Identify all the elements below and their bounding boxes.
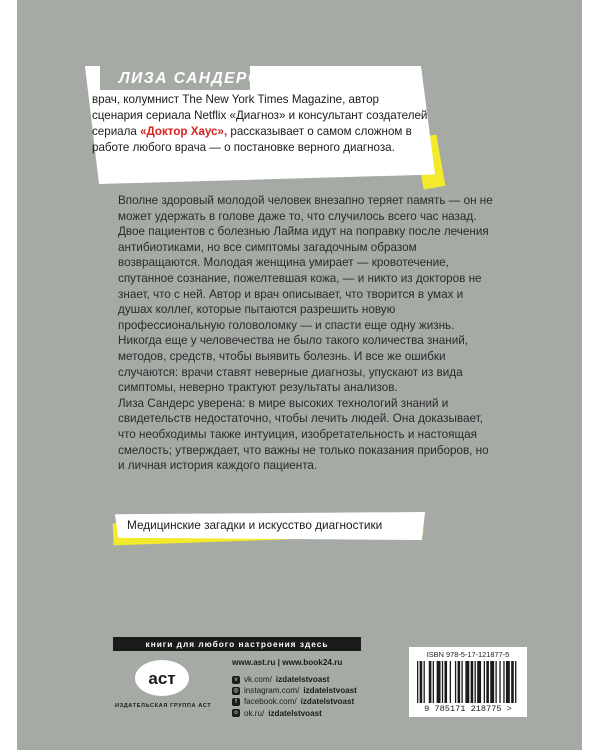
social-prefix: instagram.com/ bbox=[244, 686, 300, 696]
social-handle: izdatelstvoast bbox=[303, 686, 357, 696]
tagline: Медицинские загадки и искусство диагностики bbox=[127, 518, 383, 532]
author-bio bbox=[92, 92, 432, 156]
author-bio-highlight: «Доктор Хаус», bbox=[140, 125, 228, 138]
slogan-bar: книги для любого настроения здесь bbox=[113, 637, 361, 651]
social-prefix: facebook.com/ bbox=[244, 697, 297, 707]
author-name: ЛИЗА САНДЕРС, bbox=[119, 70, 267, 87]
instagram-icon: ◎ bbox=[233, 687, 239, 694]
annotation-paragraph-3: Лиза Сандерс уверена: в мире высоких технологий знаний и свидетельств недостаточно, чтобы лечить людей. Она доказывает, что необходимы также интуиция, изобретательность и настоящая смелость; утверждает, что важны не только показания приборов, но и личная история каждого пациента. bbox=[118, 396, 489, 473]
logo-text: аст bbox=[148, 669, 176, 688]
social-handle: izdatelstvoast bbox=[268, 708, 322, 718]
facebook-icon: f bbox=[232, 698, 240, 706]
social-row-vk[interactable] bbox=[232, 674, 357, 685]
isbn-box bbox=[409, 647, 527, 717]
annotation-paragraph-1: Вполне здоровый молодой человек внезапно теряет память — он не может удержать в голове даже то, что случилось всего час назад. Двое пациентов с болезнью Лайма идут на поправку после лечения антибиотиками, но все симптомы загадочным образом возвращаются. Молодая женщина умирает — кровотечение, спутанное сознание, пожелтевшая кожа, — и никто из докторов не знает, что с ней. Автор и врач описывает, что творится в умах и душах коллег, которые пытаются разрешить новую профессиональную головоломку — и спасти еще одну жизнь. bbox=[118, 194, 493, 332]
social-handle: izdatelstvoast bbox=[300, 697, 355, 707]
social-prefix: ok.ru/ bbox=[244, 708, 265, 718]
social-row-ok[interactable] bbox=[232, 708, 357, 719]
isbn-text: ISBN 978-5-17-121877-5 bbox=[426, 650, 510, 659]
barcode-icon bbox=[417, 661, 519, 703]
author-bio-part1: врач, колумнист The New York Times Magazine, автор сценария сериала Netflix «Диагноз» и консультант создателей сериала bbox=[92, 93, 428, 138]
social-links bbox=[232, 674, 357, 719]
odnoklassniki-icon: o bbox=[232, 709, 240, 717]
social-row-facebook[interactable] bbox=[232, 696, 357, 707]
social-handle: izdatelstvoast bbox=[275, 675, 330, 684]
barcode-digits: 9 785171 218775 > bbox=[424, 704, 512, 714]
author-bio-part2: рассказывает о самом сложном в работе любого врача — о постановке верного диагноза. bbox=[92, 125, 412, 154]
publisher-name: ИЗДАТЕЛЬСКАЯ ГРУППА АСТ bbox=[115, 703, 212, 709]
annotation-text bbox=[118, 193, 498, 474]
annotation-paragraph-2: Никогда еще у человечества не было такого количества знаний, методов, средств, чтобы выявить болезнь. И все же ошибки случаются: врачи ставят неверные диагнозы, упускают из вида симптомы, неверно трактуют результаты анализов. bbox=[118, 334, 469, 395]
social-prefix: vk.com/ bbox=[244, 675, 272, 684]
ast-logo-icon bbox=[132, 658, 192, 698]
websites: www.ast.ru | www.book24.ru bbox=[232, 658, 343, 667]
vk-icon: v bbox=[232, 676, 240, 684]
back-cover bbox=[17, 0, 582, 750]
social-row-instagram[interactable] bbox=[232, 685, 357, 696]
